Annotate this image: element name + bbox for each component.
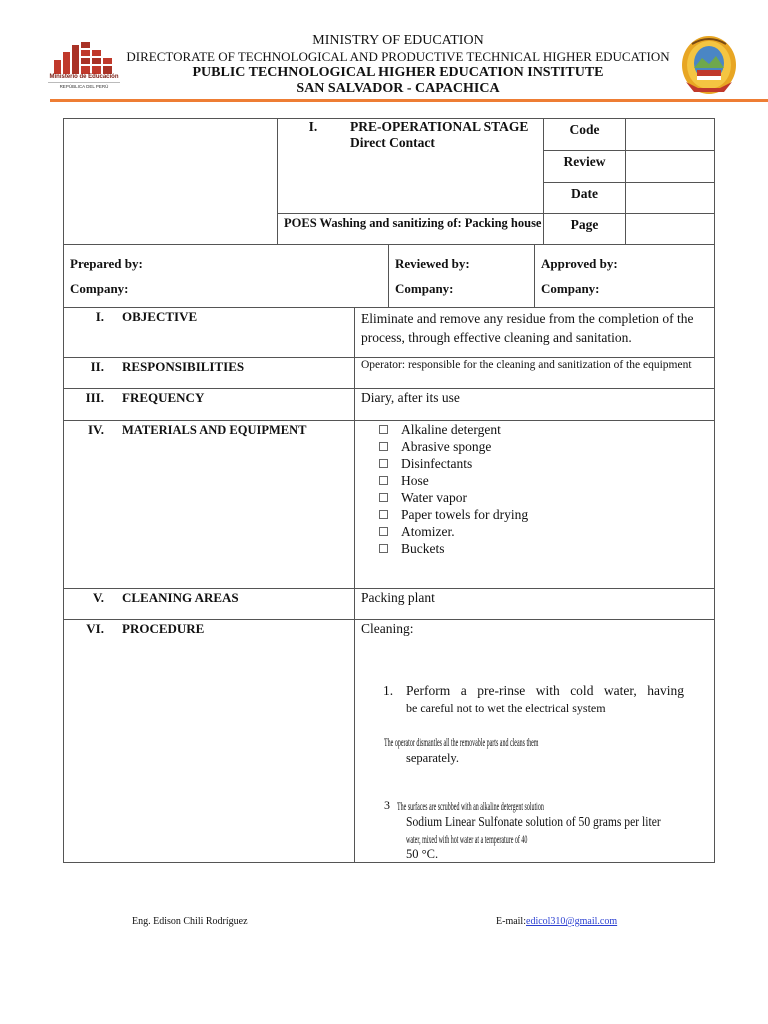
checkbox-icon[interactable] xyxy=(379,510,388,519)
objective-title: OBJECTIVE xyxy=(122,309,198,324)
material-item-label: Buckets xyxy=(401,541,445,556)
frequency-number: III. xyxy=(85,390,104,405)
step2-line1: The operator dismantles all the removable parts and cleans them xyxy=(384,735,539,749)
responsibilities-text-cell xyxy=(355,358,715,389)
procedure-number: VI. xyxy=(86,621,104,636)
cleaning-areas-text: Packing plant xyxy=(361,590,435,605)
responsibilities-heading-cell xyxy=(64,358,355,389)
date-label: Date xyxy=(571,186,598,201)
review-value-cell[interactable] xyxy=(626,151,715,183)
logo-placeholder-cell xyxy=(64,119,278,245)
ministry-title: MINISTRY OF EDUCATION xyxy=(312,33,484,48)
footer-email-label: E-mail: xyxy=(496,916,526,927)
step1-line2: be careful not to wet the electrical system xyxy=(406,701,606,715)
review-label: Review xyxy=(563,154,606,169)
prepared-company-label: Company: xyxy=(70,281,129,296)
logo-subcaption: REPÚBLICA DEL PERÚ xyxy=(48,82,120,89)
page-value-cell[interactable] xyxy=(626,214,715,245)
date-value-cell[interactable] xyxy=(626,183,715,214)
material-item-label: Atomizer. xyxy=(401,524,455,539)
frequency-text-cell xyxy=(355,389,715,421)
material-item xyxy=(379,489,714,506)
materials-title: MATERIALS AND EQUIPMENT xyxy=(122,423,307,437)
materials-number: IV. xyxy=(87,422,104,437)
stage-title: PRE-OPERATIONAL STAGE xyxy=(350,119,529,134)
approved-label: Approved by: xyxy=(541,256,618,271)
material-item xyxy=(379,523,714,540)
prepared-label: Prepared by: xyxy=(70,256,143,271)
stage-subtitle: Direct Contact xyxy=(350,135,435,150)
cleaning-areas-title: CLEANING AREAS xyxy=(122,590,239,605)
material-item-label: Disinfectants xyxy=(401,456,473,471)
checkbox-icon[interactable] xyxy=(379,459,388,468)
page-label-cell xyxy=(544,214,626,245)
procedure-heading-cell xyxy=(64,620,355,863)
step1-line1: Perform a pre-rinse with cold water, having xyxy=(406,683,684,698)
ministry-logo xyxy=(48,40,120,92)
material-item-label: Abrasive sponge xyxy=(401,439,492,454)
procedure-intro: Cleaning: xyxy=(361,621,414,636)
procedure-text-cell xyxy=(355,620,715,863)
page-label: Page xyxy=(570,217,599,232)
step3-line1: The surfaces are scrubbed with an alkaline detergent solution xyxy=(397,799,544,813)
ministry-bars-icon xyxy=(52,40,116,74)
code-value-cell[interactable] xyxy=(626,119,715,151)
material-item-label: Alkaline detergent xyxy=(401,422,501,437)
date-label-cell xyxy=(544,183,626,214)
frequency-text: Diary, after its use xyxy=(361,390,460,405)
stage-number: I. xyxy=(308,119,318,134)
material-item xyxy=(379,540,714,557)
poes-form-table xyxy=(63,118,715,863)
material-item xyxy=(379,506,714,523)
footer-author: Eng. Edison Chili Rodríguez xyxy=(132,916,248,927)
header-titles xyxy=(120,33,676,97)
footer-email-link[interactable]: edicol310@gmail.com xyxy=(526,916,618,927)
material-item xyxy=(379,421,714,438)
checkbox-icon[interactable] xyxy=(379,425,388,434)
checkbox-icon[interactable] xyxy=(379,493,388,502)
procedure-title: PROCEDURE xyxy=(122,621,205,636)
approved-company-label: Company: xyxy=(541,281,600,296)
review-label-cell xyxy=(544,151,626,183)
cleaning-areas-number: V. xyxy=(93,590,104,605)
materials-list xyxy=(379,421,714,557)
material-item-label: Water vapor xyxy=(401,490,468,505)
step3-number: 3 xyxy=(384,798,390,812)
objective-text-cell xyxy=(355,308,715,358)
material-item-label: Hose xyxy=(401,473,429,488)
frequency-title: FREQUENCY xyxy=(122,390,205,405)
footer-email-block xyxy=(496,916,617,927)
material-item xyxy=(379,472,714,489)
frequency-heading-cell xyxy=(64,389,355,421)
header-divider xyxy=(50,99,768,102)
objective-text: Eliminate and remove any residue from the completion of the process, through effective cleaning and sanitation. xyxy=(361,311,694,345)
reviewed-cell[interactable] xyxy=(389,245,535,308)
material-item-label: Paper towels for drying xyxy=(401,507,529,522)
cleaning-areas-heading-cell xyxy=(64,589,355,620)
page-header xyxy=(0,0,768,112)
reviewed-company-label: Company: xyxy=(395,281,454,296)
approved-cell[interactable] xyxy=(535,245,715,308)
step3-line2: Sodium Linear Sulfonate solution of 50 grams per liter xyxy=(406,814,661,829)
poes-title-cell xyxy=(278,214,544,245)
prepared-cell[interactable] xyxy=(64,245,389,308)
reviewed-label: Reviewed by: xyxy=(395,256,470,271)
step1-number: 1. xyxy=(383,683,394,698)
poes-title: POES Washing and sanitizing of: Packing house xyxy=(284,216,542,230)
directorate-title: DIRECTORATE OF TECHNOLOGICAL AND PRODUCTIVE TECHNICAL HIGHER EDUCATION xyxy=(126,49,670,64)
materials-list-cell xyxy=(355,421,715,589)
location-title: SAN SALVADOR - CAPACHICA xyxy=(296,81,500,96)
objective-heading-cell xyxy=(64,308,355,358)
material-item xyxy=(379,455,714,472)
responsibilities-text: Operator: responsible for the cleaning and sanitization of the equipment xyxy=(361,359,692,371)
step3-line4: 50 °C. xyxy=(406,847,439,861)
step2-line2: separately. xyxy=(406,751,459,765)
checkbox-icon[interactable] xyxy=(379,544,388,553)
institute-title: PUBLIC TECHNOLOGICAL HIGHER EDUCATION INSTITUTE xyxy=(192,65,604,80)
logo-caption: Ministerio de Educación xyxy=(49,74,119,80)
checkbox-icon[interactable] xyxy=(379,442,388,451)
checkbox-icon[interactable] xyxy=(379,527,388,536)
responsibilities-number: II. xyxy=(90,359,104,374)
cleaning-areas-text-cell xyxy=(355,589,715,620)
code-label-cell xyxy=(544,119,626,151)
code-label: Code xyxy=(569,122,600,137)
checkbox-icon[interactable] xyxy=(379,476,388,485)
step3-line3: water, mixed with hot water at a temperature of 40 xyxy=(406,832,528,846)
materials-heading-cell xyxy=(64,421,355,589)
stage-cell xyxy=(278,119,544,214)
institute-seal-icon xyxy=(680,34,738,96)
material-item xyxy=(379,438,714,455)
objective-number: I. xyxy=(95,309,104,324)
responsibilities-title: RESPONSIBILITIES xyxy=(122,359,245,374)
